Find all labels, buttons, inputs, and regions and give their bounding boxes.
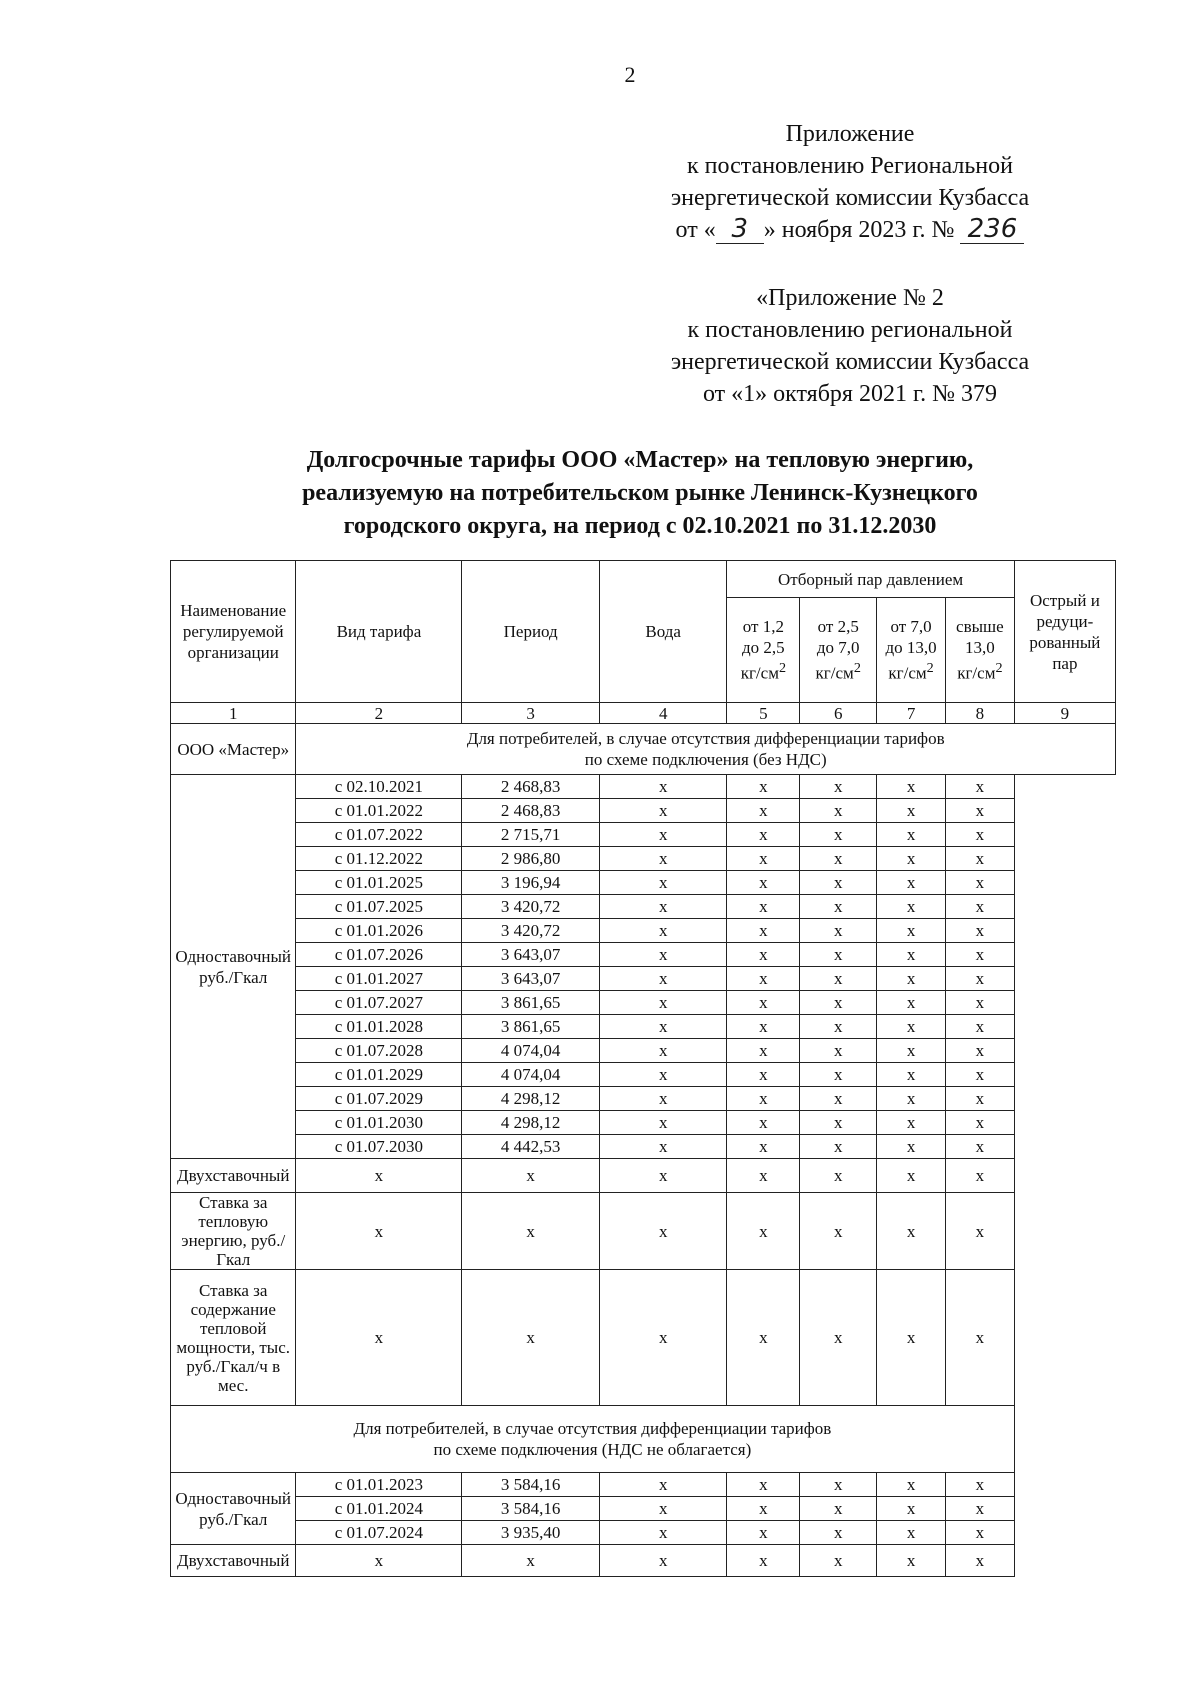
section-header-vat-exempt: Для потребителей, в случае отсутствия дифференциации тарифов по схеме подключения (НДС не облагается) (171, 1406, 1015, 1473)
period-cell: с 01.07.2030 (296, 1135, 462, 1159)
column-number: 5 (727, 703, 800, 724)
original-header-line: от «1» октября 2021 г. № 379 (702, 381, 997, 407)
x-cell: х (727, 1135, 800, 1159)
handwritten-number: 236 (960, 216, 1024, 244)
header-steam-1: от 1,2 до 2,5 $кг/см^2$ (727, 598, 800, 703)
table-row (171, 1111, 1116, 1135)
water-value-cell: 4 442,53 (462, 1135, 600, 1159)
water-value-cell: 2 986,80 (462, 847, 600, 871)
column-numbers-row (171, 703, 1116, 724)
x-cell: х (462, 1193, 600, 1270)
table-row (171, 823, 1116, 847)
x-cell: х (877, 775, 946, 799)
single-rate-label: Одноставочный руб./Гкал (171, 1473, 296, 1545)
column-number: 8 (945, 703, 1014, 724)
x-cell: х (800, 1087, 877, 1111)
table-row (171, 1497, 1116, 1521)
x-cell: х (727, 1159, 800, 1193)
table-row (171, 1015, 1116, 1039)
x-cell: х (727, 1111, 800, 1135)
column-number: 1 (171, 703, 296, 724)
x-cell: х (877, 919, 946, 943)
x-cell: х (296, 1270, 462, 1406)
organization-name: ООО «Мастер» (171, 724, 296, 775)
x-cell: х (727, 1473, 800, 1497)
x-cell: х (727, 1063, 800, 1087)
x-cell: х (800, 1545, 877, 1577)
x-cell: х (945, 1015, 1014, 1039)
period-cell: с 02.10.2021 (296, 775, 462, 799)
x-cell: х (945, 1135, 1014, 1159)
x-cell: х (727, 895, 800, 919)
x-cell: х (800, 943, 877, 967)
x-cell: х (296, 1545, 462, 1577)
appendix-header-line: Приложение (785, 121, 915, 147)
x-cell: х (599, 1545, 726, 1577)
period-cell: с 01.07.2022 (296, 823, 462, 847)
x-cell: х (727, 1545, 800, 1577)
period-cell: с 01.01.2030 (296, 1111, 462, 1135)
x-cell: х (727, 943, 800, 967)
original-header-line: к постановлению региональной (687, 317, 1013, 343)
x-cell: х (945, 871, 1014, 895)
x-cell: х (727, 775, 800, 799)
x-cell: х (877, 823, 946, 847)
period-cell: с 01.12.2022 (296, 847, 462, 871)
water-value-cell: 2 468,83 (462, 775, 600, 799)
water-value-cell: 3 861,65 (462, 991, 600, 1015)
x-cell: х (945, 1473, 1014, 1497)
x-cell: х (877, 1063, 946, 1087)
x-cell: х (599, 1111, 726, 1135)
x-cell: х (599, 775, 726, 799)
x-cell: х (800, 1159, 877, 1193)
table-row (171, 775, 1116, 799)
column-number: 2 (296, 703, 462, 724)
header-period: Период (462, 561, 600, 703)
water-value-cell: 3 584,16 (462, 1497, 600, 1521)
x-cell: х (800, 775, 877, 799)
period-cell: с 01.01.2026 (296, 919, 462, 943)
period-cell: с 01.01.2027 (296, 967, 462, 991)
x-cell: х (800, 1497, 877, 1521)
x-cell: х (727, 847, 800, 871)
x-cell: х (800, 1473, 877, 1497)
x-cell: х (945, 991, 1014, 1015)
x-cell: х (800, 895, 877, 919)
x-cell: х (800, 871, 877, 895)
x-cell: х (727, 919, 800, 943)
water-value-cell: 4 298,12 (462, 1111, 600, 1135)
appendix-header (600, 118, 1100, 246)
appendix-date-line (600, 214, 1100, 246)
x-cell: х (800, 1270, 877, 1406)
table-row (171, 1039, 1116, 1063)
x-cell: х (727, 799, 800, 823)
x-cell: х (945, 1087, 1014, 1111)
water-value-cell: 3 643,07 (462, 943, 600, 967)
table-row (171, 1063, 1116, 1087)
x-cell: х (877, 1497, 946, 1521)
period-cell: с 01.07.2029 (296, 1087, 462, 1111)
table-row (171, 1270, 1116, 1406)
x-cell: х (296, 1193, 462, 1270)
table-row (171, 895, 1116, 919)
water-value-cell: 2 468,83 (462, 799, 600, 823)
document-title (160, 444, 1120, 543)
x-cell: х (945, 823, 1014, 847)
handwritten-day: 3 (716, 216, 764, 244)
x-cell: х (877, 1135, 946, 1159)
x-cell: х (800, 1521, 877, 1545)
appendix-header-line: к постановлению Региональной (687, 153, 1013, 179)
x-cell: х (599, 1135, 726, 1159)
period-cell: с 01.07.2024 (296, 1521, 462, 1545)
x-cell: х (877, 967, 946, 991)
x-cell: х (877, 1473, 946, 1497)
x-cell: х (800, 967, 877, 991)
x-cell: х (945, 1521, 1014, 1545)
header-steam-3: от 7,0 до 13,0 $кг/см^2$ (877, 598, 946, 703)
x-cell: х (800, 847, 877, 871)
x-cell: х (945, 1497, 1014, 1521)
x-cell: х (945, 1270, 1014, 1406)
x-cell: х (599, 1015, 726, 1039)
x-cell: х (727, 871, 800, 895)
water-value-cell: 3 420,72 (462, 919, 600, 943)
header-steam-2: от 2,5 до 7,0 $кг/см^2$ (800, 598, 877, 703)
x-cell: х (599, 1521, 726, 1545)
table-row (171, 1473, 1116, 1497)
x-cell: х (945, 1545, 1014, 1577)
table-row (171, 1159, 1116, 1193)
period-cell: с 01.01.2024 (296, 1497, 462, 1521)
header-water: Вода (599, 561, 726, 703)
x-cell: х (877, 1270, 946, 1406)
table-row (171, 1135, 1116, 1159)
original-header-line: энергетической комиссии Кузбасса (670, 349, 1030, 375)
period-cell: с 01.07.2028 (296, 1039, 462, 1063)
period-cell: с 01.07.2026 (296, 943, 462, 967)
x-cell: х (599, 871, 726, 895)
x-cell: х (945, 799, 1014, 823)
column-number: 6 (800, 703, 877, 724)
period-cell: с 01.01.2028 (296, 1015, 462, 1039)
tariff-table (170, 560, 1116, 1577)
capacity-rate-label: Ставка за содержание тепловой мощности, тыс. руб./Гкал/ч в мес. (171, 1270, 296, 1406)
x-cell: х (877, 991, 946, 1015)
x-cell: х (877, 847, 946, 871)
table-row (171, 847, 1116, 871)
table-row (171, 1521, 1116, 1545)
header-steam-4: свыше 13,0 $кг/см^2$ (945, 598, 1014, 703)
column-number: 3 (462, 703, 600, 724)
column-number: 9 (1014, 703, 1115, 724)
x-cell: х (727, 1039, 800, 1063)
water-value-cell: 3 196,94 (462, 871, 600, 895)
x-cell: х (599, 1270, 726, 1406)
date-middle: » ноября 2023 г. № (763, 217, 955, 243)
x-cell: х (727, 1270, 800, 1406)
x-cell: х (800, 1111, 877, 1135)
header-sharp-steam: Острый и редуци- рованный пар (1014, 561, 1115, 703)
x-cell: х (945, 919, 1014, 943)
water-value-cell: 3 935,40 (462, 1521, 600, 1545)
x-cell: х (296, 1159, 462, 1193)
x-cell: х (462, 1159, 600, 1193)
period-cell: с 01.01.2025 (296, 871, 462, 895)
x-cell: х (599, 991, 726, 1015)
x-cell: х (877, 1087, 946, 1111)
period-cell: с 01.01.2023 (296, 1473, 462, 1497)
x-cell: х (877, 1159, 946, 1193)
header-tariff-type: Вид тарифа (296, 561, 462, 703)
period-cell: с 01.07.2027 (296, 991, 462, 1015)
section-header-no-vat: Для потребителей, в случае отсутствия дифференциации тарифов по схеме подключения (без НДС) (296, 724, 1116, 775)
column-number: 7 (877, 703, 946, 724)
water-value-cell: 4 298,12 (462, 1087, 600, 1111)
x-cell: х (727, 1087, 800, 1111)
x-cell: х (599, 823, 726, 847)
x-cell: х (945, 895, 1014, 919)
water-value-cell: 3 420,72 (462, 895, 600, 919)
x-cell: х (800, 1039, 877, 1063)
x-cell: х (599, 1473, 726, 1497)
x-cell: х (877, 1193, 946, 1270)
period-cell: с 01.01.2029 (296, 1063, 462, 1087)
water-value-cell: 2 715,71 (462, 823, 600, 847)
x-cell: х (945, 1063, 1014, 1087)
table-row (171, 919, 1116, 943)
two-rate-label: Двухставочный (171, 1159, 296, 1193)
x-cell: х (877, 943, 946, 967)
x-cell: х (877, 799, 946, 823)
x-cell: х (727, 967, 800, 991)
x-cell: х (599, 967, 726, 991)
original-appendix-header (600, 282, 1100, 410)
table-row (171, 1545, 1116, 1577)
x-cell: х (945, 1039, 1014, 1063)
x-cell: х (599, 1039, 726, 1063)
x-cell: х (599, 895, 726, 919)
x-cell: х (945, 1159, 1014, 1193)
table-row (171, 1193, 1116, 1270)
x-cell: х (599, 1087, 726, 1111)
x-cell: х (945, 1193, 1014, 1270)
x-cell: х (599, 799, 726, 823)
page-number: 2 (624, 62, 636, 87)
x-cell: х (877, 1111, 946, 1135)
heat-rate-label: Ставка за тепловую энергию, руб./Гкал (171, 1193, 296, 1270)
original-header-line: «Приложение № 2 (756, 285, 944, 311)
table-row (171, 871, 1116, 895)
x-cell: х (877, 1545, 946, 1577)
x-cell: х (877, 1015, 946, 1039)
table-row (171, 799, 1116, 823)
x-cell: х (800, 823, 877, 847)
title-line: реализуемую на потребительском рынке Ленинск-Кузнецкого (302, 480, 978, 506)
column-number: 4 (599, 703, 726, 724)
appendix-header-line: энергетической комиссии Кузбасса (670, 185, 1030, 211)
x-cell: х (877, 871, 946, 895)
title-line: Долгосрочные тарифы ООО «Мастер» на тепловую энергию, (306, 447, 974, 473)
x-cell: х (800, 991, 877, 1015)
period-cell: с 01.07.2025 (296, 895, 462, 919)
table-row (171, 1087, 1116, 1111)
water-value-cell: 3 861,65 (462, 1015, 600, 1039)
table-row (171, 991, 1116, 1015)
x-cell: х (877, 1039, 946, 1063)
x-cell: х (599, 1497, 726, 1521)
period-cell: с 01.01.2022 (296, 799, 462, 823)
x-cell: х (727, 1521, 800, 1545)
x-cell: х (727, 991, 800, 1015)
x-cell: х (877, 1521, 946, 1545)
x-cell: х (945, 1111, 1014, 1135)
x-cell: х (599, 847, 726, 871)
table-row (171, 967, 1116, 991)
x-cell: х (727, 1497, 800, 1521)
x-cell: х (945, 943, 1014, 967)
x-cell: х (462, 1545, 600, 1577)
header-org: Наименование регулируемой организации (171, 561, 296, 703)
x-cell: х (945, 775, 1014, 799)
date-prefix: от « (675, 217, 716, 243)
x-cell: х (599, 1063, 726, 1087)
x-cell: х (800, 919, 877, 943)
x-cell: х (599, 1159, 726, 1193)
water-value-cell: 4 074,04 (462, 1039, 600, 1063)
x-cell: х (800, 1063, 877, 1087)
two-rate-label: Двухставочный (171, 1545, 296, 1577)
x-cell: х (599, 919, 726, 943)
x-cell: х (599, 943, 726, 967)
x-cell: х (800, 799, 877, 823)
x-cell: х (462, 1270, 600, 1406)
x-cell: х (727, 1015, 800, 1039)
title-line: городского округа, на период с 02.10.2021 по 31.12.2030 (343, 513, 937, 539)
single-rate-label: Одноставочный руб./Гкал (171, 775, 296, 1159)
x-cell: х (945, 847, 1014, 871)
x-cell: х (945, 967, 1014, 991)
x-cell: х (727, 1193, 800, 1270)
table-row (171, 943, 1116, 967)
x-cell: х (800, 1015, 877, 1039)
header-steam-group: Отборный пар давлением (727, 561, 1014, 598)
water-value-cell: 3 584,16 (462, 1473, 600, 1497)
x-cell: х (599, 1193, 726, 1270)
x-cell: х (727, 823, 800, 847)
x-cell: х (800, 1193, 877, 1270)
water-value-cell: 3 643,07 (462, 967, 600, 991)
x-cell: х (800, 1135, 877, 1159)
x-cell: х (877, 895, 946, 919)
water-value-cell: 4 074,04 (462, 1063, 600, 1087)
